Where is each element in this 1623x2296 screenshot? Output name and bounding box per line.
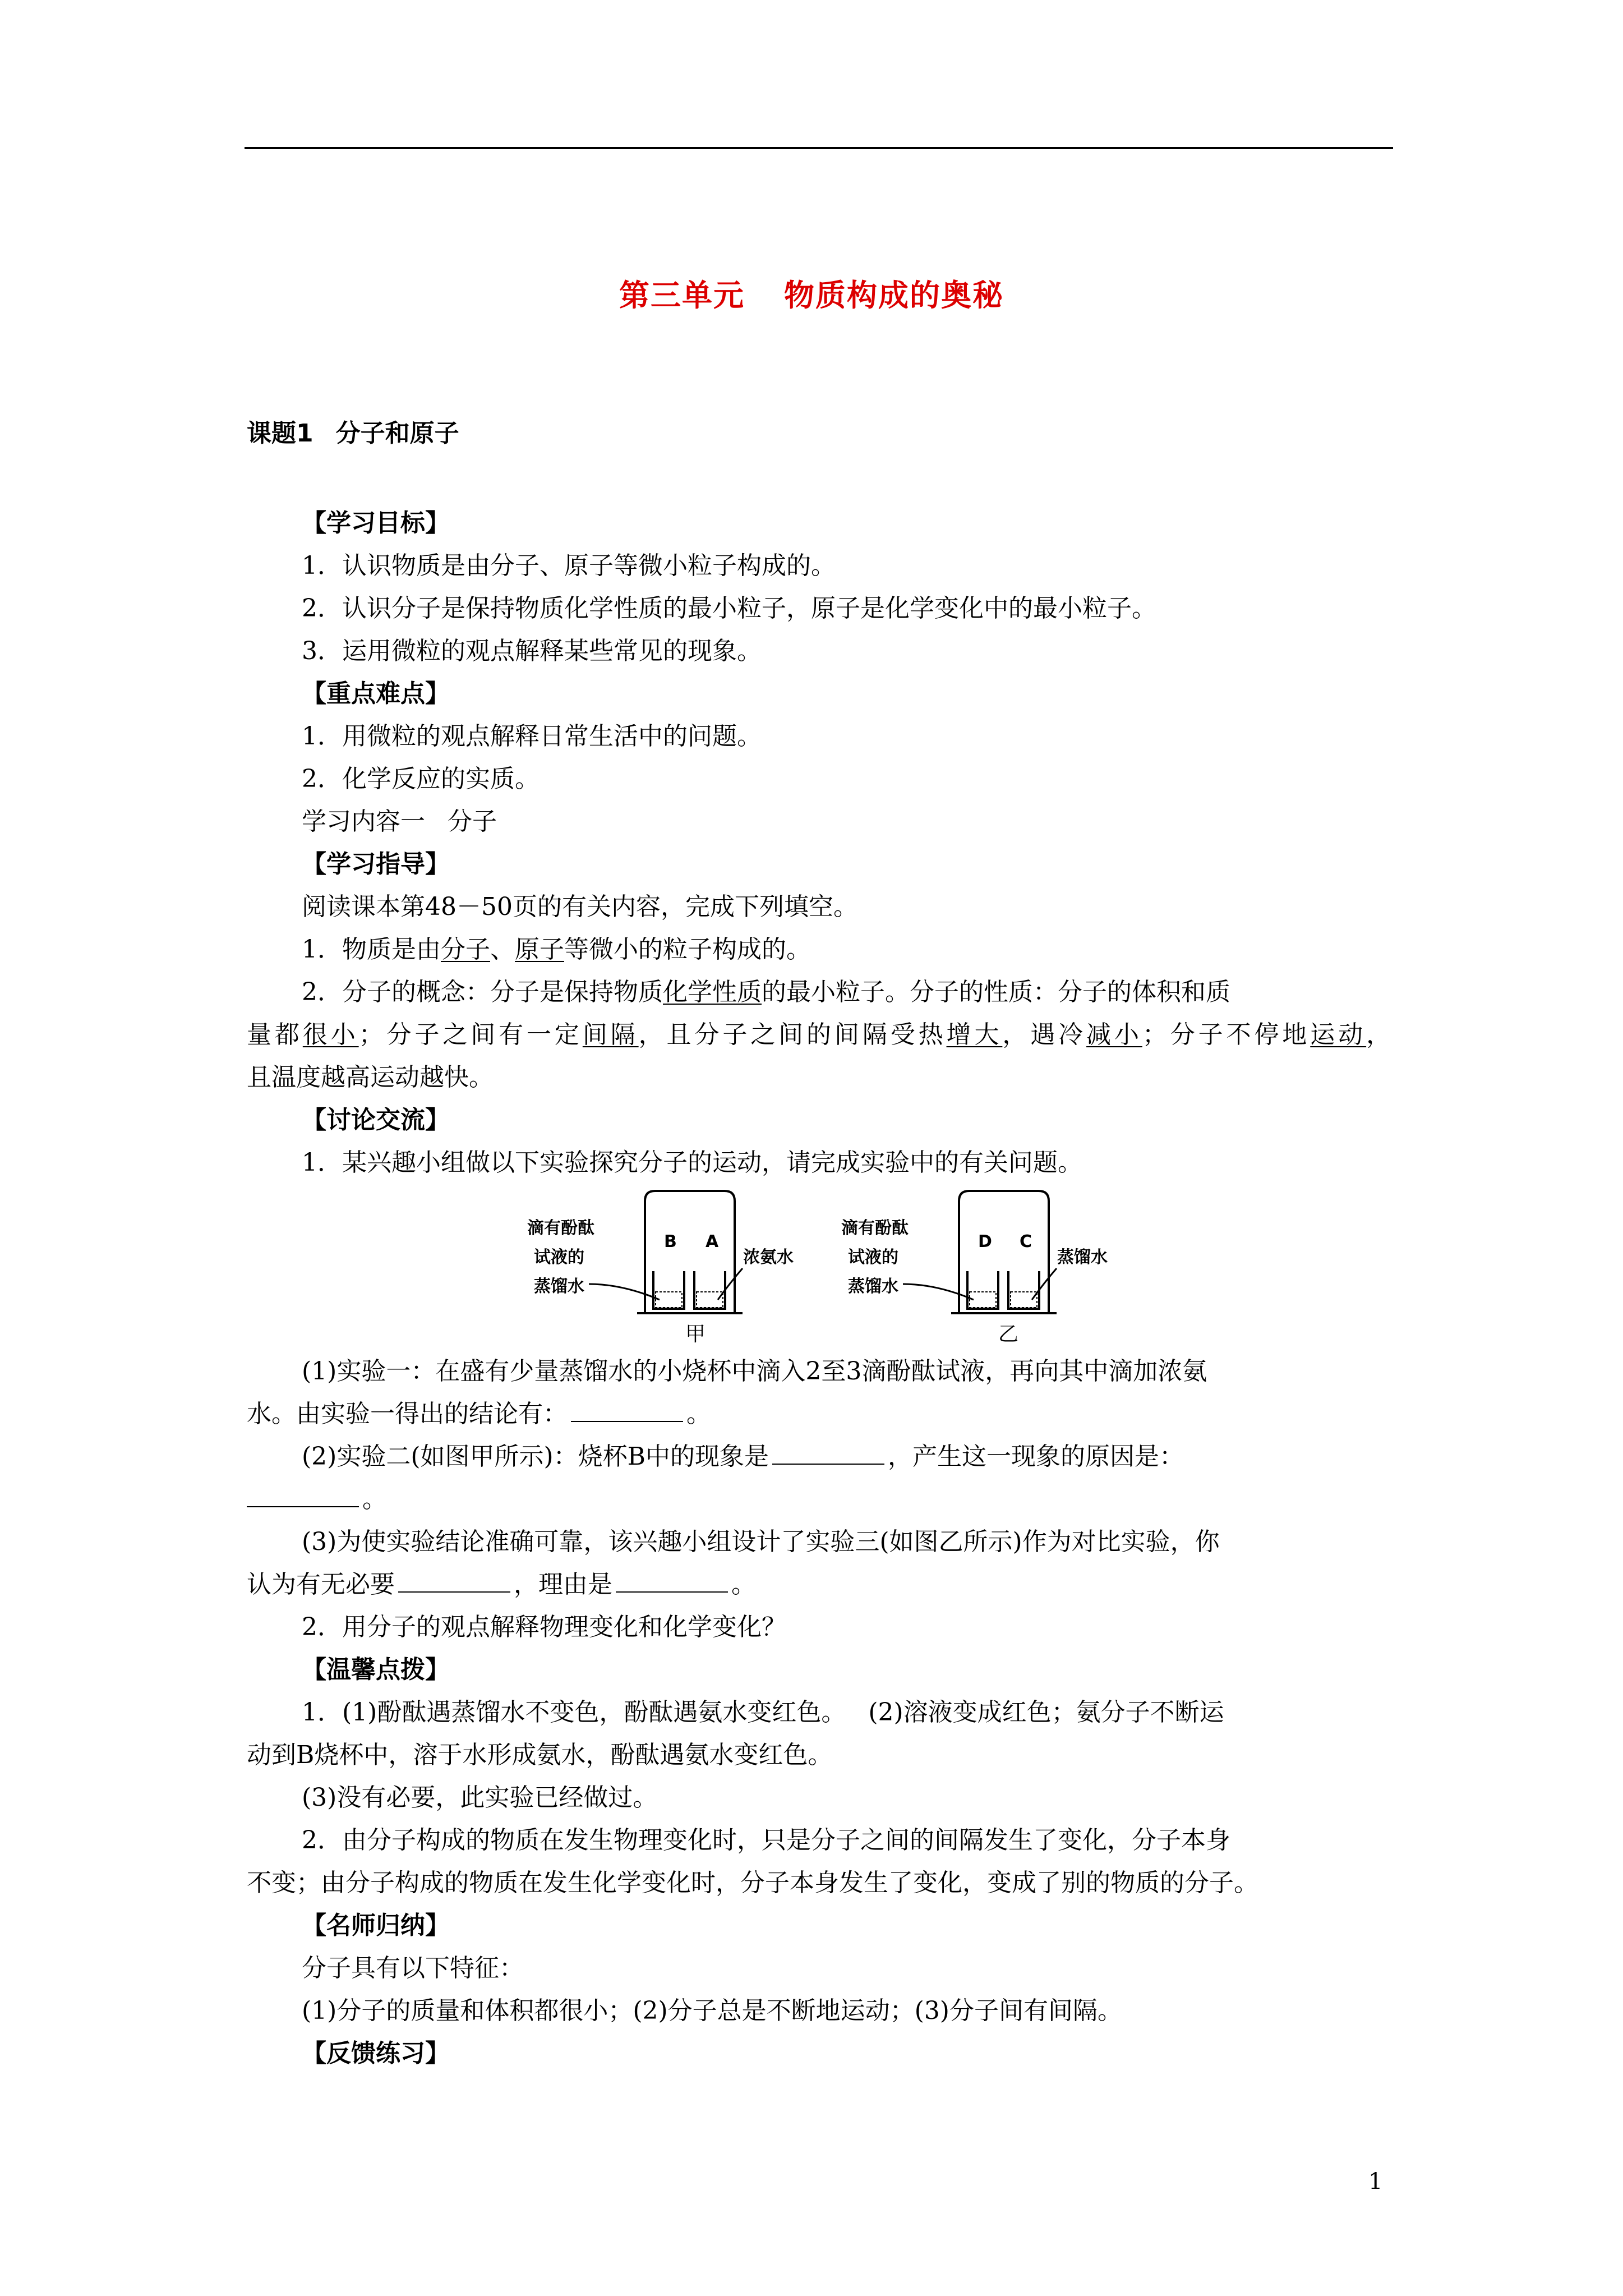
beaker-d-label: D bbox=[978, 1232, 992, 1251]
lesson-title bbox=[247, 413, 459, 449]
phenolphthalein-label: 蒸馏水 bbox=[848, 1277, 898, 1296]
guide-question-2-cont: 量都很小；分子之间有一定间隔，且分子之间的间隔受热增大，遇冷减小；分子不停地运动， bbox=[247, 1020, 1391, 1049]
phenolphthalein-label: 试液的 bbox=[534, 1248, 584, 1267]
answer-blank[interactable] bbox=[772, 1441, 884, 1465]
answer-underlined: 很小 bbox=[302, 1020, 359, 1049]
distilled-water-label: 蒸馏水 bbox=[1057, 1248, 1108, 1267]
guide-question-2: 2．分子的概念：分子是保持物质化学性质的最小粒子。分子的性质：分子的体积和质 bbox=[302, 978, 1230, 1006]
keypoints-heading: 【重点难点】 bbox=[302, 679, 450, 708]
phenolphthalein-label: 蒸馏水 bbox=[534, 1277, 584, 1296]
summary-heading: 【名师归纳】 bbox=[302, 1911, 450, 1940]
experiment-2: (2)实验二(如图甲所示)：烧杯B中的现象是 ，产生这一现象的原因是： bbox=[302, 1442, 1184, 1471]
tip-answer-2-cont: 不变；由分子构成的物质在发生化学变化时，分子本身发生了变化，变成了别的物质的分子。 bbox=[247, 1869, 1258, 1897]
beaker-a-label: A bbox=[706, 1232, 719, 1251]
objectives-heading: 【学习目标】 bbox=[302, 509, 450, 537]
phenolphthalein-label: 试液的 bbox=[848, 1248, 898, 1267]
guide-question-2-end: 且温度越高运动越快。 bbox=[247, 1063, 494, 1092]
figure-caption-yi: 乙 bbox=[998, 1323, 1019, 1346]
answer-underlined: 原子 bbox=[515, 935, 564, 964]
experiment-1: (1)实验一：在盛有少量蒸馏水的小烧杯中滴入2至3滴酚酞试液，再向其中滴加浓氨 bbox=[302, 1357, 1207, 1386]
objective-item: 1．认识物质是由分子、原子等微小粒子构成的。 bbox=[302, 551, 836, 580]
lesson-number: 课题1 bbox=[247, 419, 313, 448]
unit-title bbox=[0, 272, 1623, 315]
document-body bbox=[247, 502, 1391, 2075]
unit-title-name: 物质构成的奥秘 bbox=[784, 278, 1004, 313]
answer-underlined: 运动 bbox=[1310, 1020, 1367, 1049]
answer-underlined: 增大 bbox=[946, 1020, 1003, 1049]
keypoint-item: 2．化学反应的实质。 bbox=[302, 765, 540, 793]
answer-blank[interactable] bbox=[247, 1484, 359, 1507]
beaker-a bbox=[694, 1271, 725, 1309]
apparatus-yi bbox=[841, 1191, 1108, 1313]
discuss-question-2: 2．用分子的观点解释物理变化和化学变化？ bbox=[302, 1613, 786, 1641]
summary-intro: 分子具有以下特征： bbox=[302, 1954, 524, 1982]
ammonia-label: 浓氨水 bbox=[743, 1248, 794, 1267]
content-label: 学习内容一 分子 bbox=[302, 807, 497, 836]
experiment-1-cont: 水。由实验一得出的结论有： 。 bbox=[247, 1400, 711, 1428]
beaker-d bbox=[967, 1271, 998, 1309]
page-number: 1 bbox=[1368, 2169, 1383, 2194]
guide-question-1: 1．物质是由分子、原子等微小的粒子构成的。 bbox=[302, 935, 811, 964]
objective-item: 3．运用微粒的观点解释某些常见的现象。 bbox=[302, 637, 762, 665]
guide-intro: 阅读课本第48－50页的有关内容，完成下列填空。 bbox=[302, 892, 858, 921]
apparatus-jia bbox=[527, 1191, 794, 1313]
beaker-b bbox=[653, 1271, 684, 1309]
tip-answer-1: 1．(1)酚酞遇蒸馏水不变色，酚酞遇氨水变红色。 (2)溶液变成红色；氨分子不断运 bbox=[302, 1698, 1224, 1727]
tip-answer-1-part3: (3)没有必要，此实验已经做过。 bbox=[302, 1783, 658, 1812]
answer-blank[interactable] bbox=[398, 1569, 510, 1593]
tip-answer-1-cont: 动到B烧杯中，溶于水形成氨水，酚酞遇氨水变红色。 bbox=[247, 1741, 833, 1769]
tip-answer-2: 2．由分子构成的物质在发生物理变化时，只是分子之间的间隔发生了变化，分子本身 bbox=[302, 1826, 1230, 1855]
phenolphthalein-label: 滴有酚酞 bbox=[527, 1218, 594, 1238]
answer-underlined: 减小 bbox=[1086, 1020, 1142, 1049]
figure-caption-jia: 甲 bbox=[685, 1323, 706, 1346]
figure-captions bbox=[247, 1319, 1391, 1350]
phenolphthalein-label: 滴有酚酞 bbox=[841, 1218, 909, 1238]
experiment-figure bbox=[247, 1184, 1391, 1319]
answer-underlined: 分子 bbox=[441, 935, 490, 964]
tips-heading: 【温馨点拨】 bbox=[302, 1655, 450, 1684]
lesson-name: 分子和原子 bbox=[335, 419, 459, 448]
discuss-question-1: 1．某兴趣小组做以下实验探究分子的运动，请完成实验中的有关问题。 bbox=[302, 1148, 1082, 1177]
feedback-heading: 【反馈练习】 bbox=[302, 2039, 450, 2068]
summary-features: (1)分子的质量和体积都很小；(2)分子总是不断地运动；(3)分子间有间隔。 bbox=[302, 1996, 1122, 2025]
beaker-c bbox=[1008, 1271, 1039, 1309]
experiment-diagram bbox=[527, 1184, 1122, 1319]
objective-item: 2．认识分子是保持物质化学性质的最小粒子，原子是化学变化中的最小粒子。 bbox=[302, 594, 1156, 623]
discuss-heading: 【讨论交流】 bbox=[302, 1106, 450, 1134]
answer-blank[interactable] bbox=[616, 1569, 728, 1593]
answer-underlined: 化学性质 bbox=[663, 978, 762, 1006]
experiment-3: (3)为使实验结论准确可靠，该兴趣小组设计了实验三(如图乙所示)作为对比实验，你 bbox=[302, 1527, 1220, 1556]
header-rule bbox=[245, 147, 1393, 149]
unit-title-number: 第三单元 bbox=[619, 278, 745, 313]
answer-underlined: 间隔 bbox=[582, 1020, 639, 1049]
guide-heading: 【学习指导】 bbox=[302, 850, 450, 878]
experiment-3-cont: 认为有无必要 ，理由是 。 bbox=[247, 1570, 756, 1599]
answer-blank[interactable] bbox=[571, 1398, 683, 1422]
experiment-2-cont: 。 bbox=[247, 1478, 1391, 1521]
beaker-b-label: B bbox=[664, 1232, 677, 1251]
keypoint-item: 1．用微粒的观点解释日常生活中的问题。 bbox=[302, 722, 762, 751]
beaker-c-label: C bbox=[1020, 1232, 1032, 1251]
